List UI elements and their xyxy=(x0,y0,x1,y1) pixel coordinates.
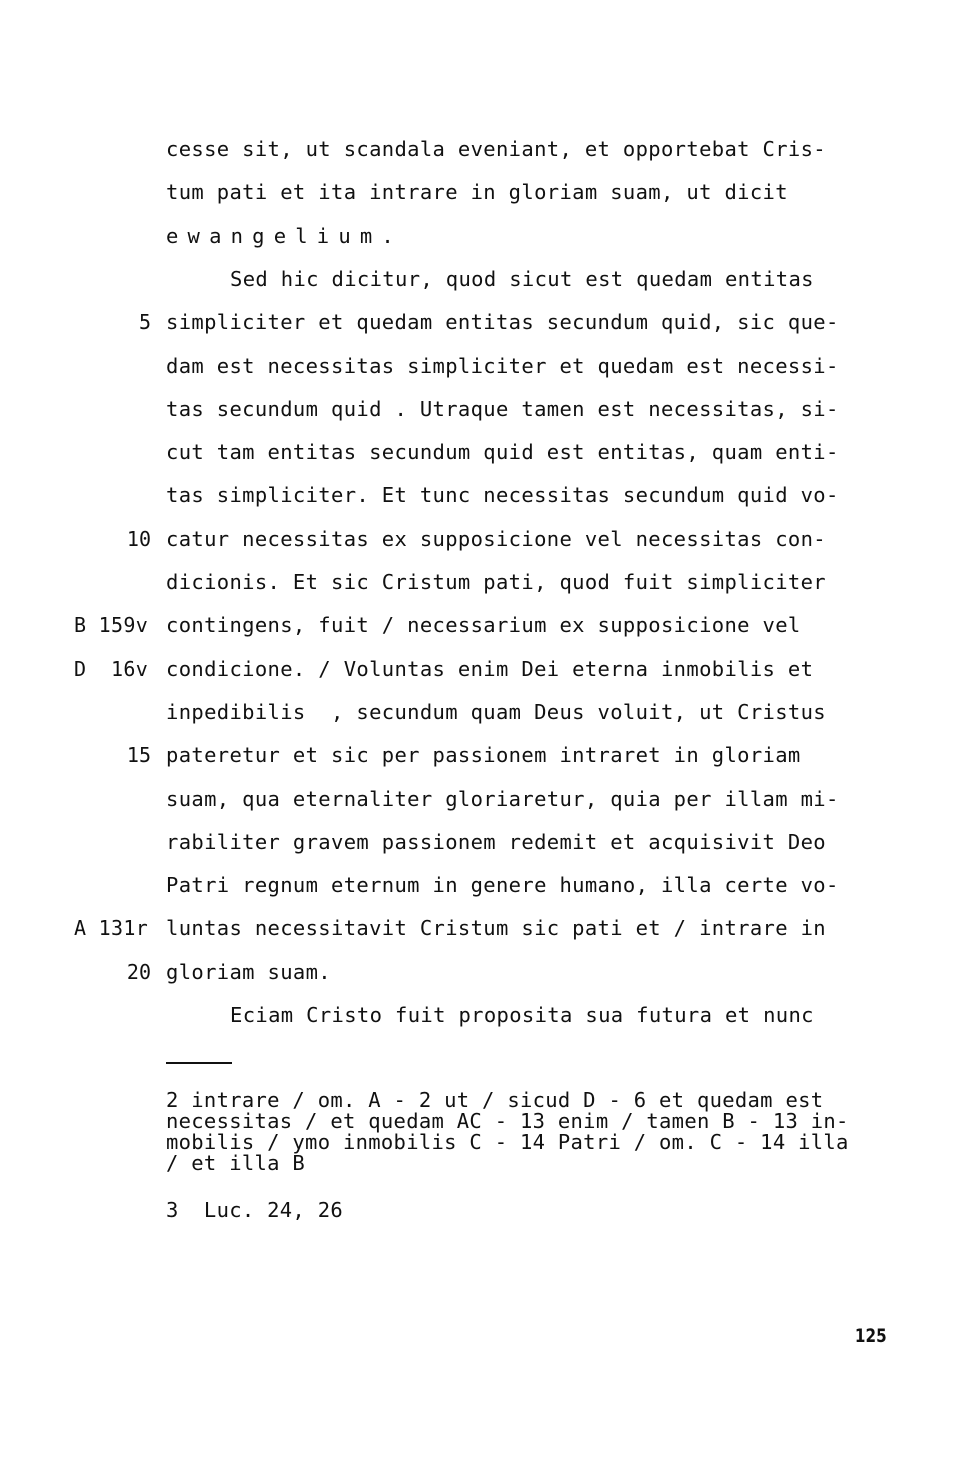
line-number: 15 xyxy=(126,743,151,768)
line-text: condicione. / Voluntas enim Dei eterna inmobilis et xyxy=(166,656,814,681)
text-line xyxy=(0,656,960,699)
text-line xyxy=(0,1002,960,1045)
text-line xyxy=(0,786,960,829)
manuscript-folio-ref: B 159v xyxy=(74,613,149,638)
text-line xyxy=(0,482,960,525)
line-text: luntas necessitavit Cristum sic pati et / intrare in xyxy=(166,916,826,941)
text-line xyxy=(0,872,960,915)
line-text: Eciam Cristo fuit proposita sua futura et nunc xyxy=(230,1003,814,1027)
apparatus-line: mobilis / ymo inmobilis C - 14 Patri / om. C - 14 illa xyxy=(166,1130,849,1154)
line-text: dam est necessitas simpliciter et quedam est necessi- xyxy=(166,353,839,378)
line-text: tum pati et ita intrare in gloriam suam, ut dicit xyxy=(166,180,788,205)
line-text: simpliciter et quedam entitas secundum quid, sic que- xyxy=(166,310,839,335)
text-line xyxy=(0,526,960,569)
critical-apparatus xyxy=(166,1090,886,1174)
line-text: tas secundum quid . Utraque tamen est necessitas, si- xyxy=(166,396,839,421)
line-text: contingens, fuit / necessarium ex supposicione vel xyxy=(166,613,801,638)
manuscript-folio-ref: A 131r xyxy=(74,916,149,941)
line-text: ewangelium. xyxy=(166,223,403,248)
text-line xyxy=(0,829,960,872)
line-text: gloriam suam. xyxy=(166,959,331,984)
source-reference: 3 Luc. 24, 26 xyxy=(166,1198,343,1222)
text-line xyxy=(0,179,960,222)
text-line xyxy=(0,742,960,785)
apparatus-line: 2 intrare / om. A - 2 ut / sicud D - 6 et quedam est xyxy=(166,1088,824,1112)
text-line xyxy=(0,309,960,352)
text-line xyxy=(0,353,960,396)
line-text: suam, qua eternaliter gloriaretur, quia per illam mi- xyxy=(166,786,839,811)
text-line xyxy=(0,959,960,1002)
text-line xyxy=(0,612,960,655)
line-number: 20 xyxy=(126,959,151,984)
text-line xyxy=(0,439,960,482)
page-number: 125 xyxy=(855,1325,887,1347)
line-text: cut tam entitas secundum quid est entitas, quam enti- xyxy=(166,440,839,465)
line-number: 5 xyxy=(138,310,151,335)
line-text: pateretur et sic per passionem intraret in gloriam xyxy=(166,743,801,768)
text-line xyxy=(0,266,960,309)
text-line xyxy=(0,915,960,958)
apparatus-line: / et illa B xyxy=(166,1151,306,1175)
line-text: Sed hic dicitur, quod sicut est quedam entitas xyxy=(230,266,814,291)
line-text: cesse sit, ut scandala eveniant, et opportebat Cris- xyxy=(166,137,826,161)
line-text: inpedibilis , secundum quam Deus voluit, ut Cristus xyxy=(166,699,826,724)
apparatus-line: necessitas / et quedam AC - 13 enim / tamen B - 13 in- xyxy=(166,1109,849,1133)
text-line xyxy=(0,699,960,742)
text-line xyxy=(0,136,960,179)
line-text: dicionis. Et sic Cristum pati, quod fuit simpliciter xyxy=(166,570,826,594)
text-line xyxy=(0,223,960,266)
text-line xyxy=(0,396,960,439)
text-line xyxy=(0,569,960,612)
manuscript-folio-ref: D 16v xyxy=(74,656,149,681)
line-text: catur necessitas ex supposicione vel necessitas con- xyxy=(166,526,826,551)
footnote-separator xyxy=(166,1062,232,1064)
line-text: rabiliter gravem passionem redemit et acquisivit Deo xyxy=(166,829,826,854)
line-text: tas simpliciter. Et tunc necessitas secundum quid vo- xyxy=(166,483,839,508)
line-number: 10 xyxy=(126,526,151,551)
line-text: Patri regnum eternum in genere humano, illa certe vo- xyxy=(166,873,839,898)
